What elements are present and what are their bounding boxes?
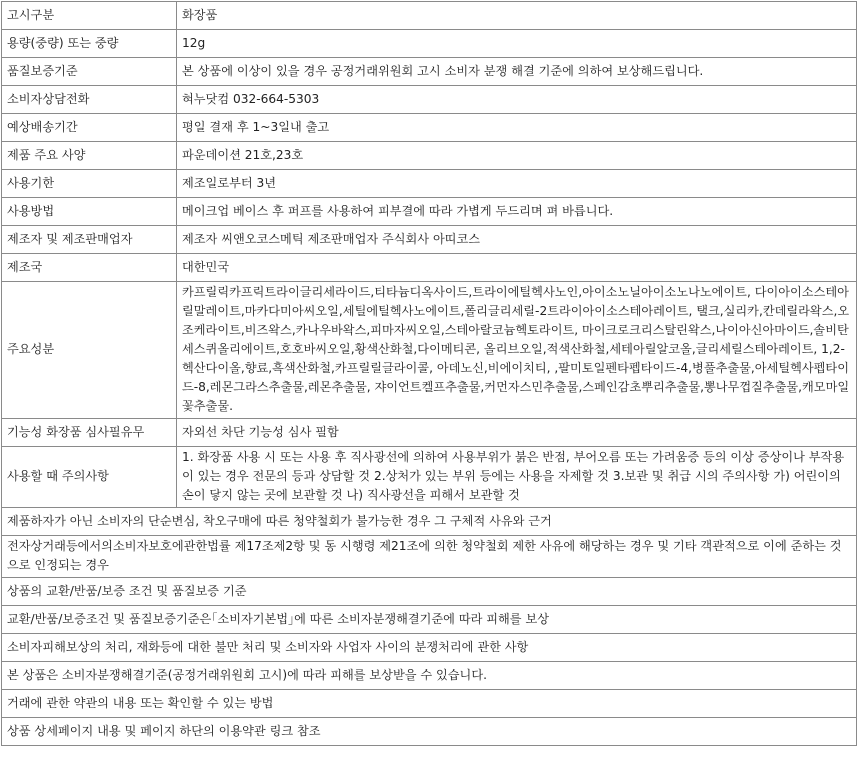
row-value: 화장품 [177,2,857,30]
table-row [2,198,857,226]
notice-text: 제품하자가 아닌 소비자의 단순변심, 착오구매에 따른 청약철회가 불가능한 경우 그 구체적 사유와 근거 [2,508,857,536]
row-label: 기능성 화장품 심사필유무 [2,419,177,447]
table-row [2,447,857,508]
notice-text: 거래에 관한 약관의 내용 또는 확인할 수 있는 방법 [2,690,857,718]
notice-text: 상품 상세페이지 내용 및 페이지 하단의 이용약관 링크 참조 [2,718,857,746]
row-value: 본 상품에 이상이 있을 경우 공정거래위원회 고시 소비자 분쟁 해결 기준에 의하여 보상해드립니다. [177,58,857,86]
row-value: 혀누닷컴 032-664-5303 [177,86,857,114]
notice-row [2,606,857,634]
notice-text: 소비자피해보상의 처리, 재화등에 대한 불만 처리 및 소비자와 사업자 사이의 분쟁처리에 관한 사항 [2,634,857,662]
product-info-table [1,1,857,746]
notice-row [2,718,857,746]
row-label: 제조국 [2,254,177,282]
row-value: 대한민국 [177,254,857,282]
notice-text: 상품의 교환/반품/보증 조건 및 품질보증 기준 [2,578,857,606]
table-row [2,254,857,282]
row-value-cautions: 1. 화장품 사용 시 또는 사용 후 직사광선에 의하여 사용부위가 붉은 반점, 부어오름 또는 가려움증 등의 이상 증상이나 부작용이 있는 경우 전문의 등과 상담할 것 2.상처가 있는 부위 등에는 사용을 자제할 것 3.보관 및 취급 시의 주의사항 가) 어린이의 손이 닿지 않는 곳에 보관할 것 나) 직사광선을 피해서 보관할 것 [177,447,857,508]
notice-text: 전자상거래등에서의소비자보호에관한법률 제17조제2항 및 동 시행령 제21조에 의한 청약철회 제한 사유에 해당하는 경우 및 기타 객관적으로 이에 준하는 것으로 인정되는 경우 [2,536,857,578]
row-value: 평일 결재 후 1~3일내 출고 [177,114,857,142]
table-row [2,226,857,254]
notice-row [2,536,857,578]
table-row [2,282,857,419]
row-label: 품질보증기준 [2,58,177,86]
notice-row [2,662,857,690]
table-row [2,114,857,142]
table-row [2,2,857,30]
table-row [2,86,857,114]
notice-row [2,508,857,536]
row-value: 12g [177,30,857,58]
row-value: 제조일로부터 3년 [177,170,857,198]
notice-row [2,690,857,718]
row-label: 사용기한 [2,170,177,198]
notice-row [2,634,857,662]
row-value-ingredients: 카프릴릭카프릭트라이글리세라이드,티타늄디옥사이드,트라이에틸헥사노인,아이소노닐아이소노나노에이트, 다이아이소스테아릴말레이트,마카다미아씨오일,세틸에틸헥사노에이트,폴리글리세릴-2트라이아이소스테아레이트, 탤크,실리카,칸데릴라왁스,오조케라이트,비즈왁스,카나우바왁스,피마자씨오일,스테아랄코늄헥토라이트, 마이크로크리스탈린왁스,나이아신아마이드,솔비탄세스퀴올리에이트,호호바씨오일,황색산화철,다이메티콘, 올리브오일,적색산화철,세테아릴알코올,글리세릴스테아레이트, 1,2-헥산다이올,향료,흑색산화철,카프릴릴글라이콜, 아데노신,비에이치티, ,팔미토일펜타펩타이드-4,병풀추출물,아세틸헥사펩타이드-8,레몬그라스추출물,레몬추출물, 쟈이언트켈프추출물,커먼자스민추출물,스페인감초뿌리추출물,뽕나무껍질추출물,캐모마일꽃추출물. [177,282,857,419]
row-label: 제품 주요 사양 [2,142,177,170]
row-label: 주요성분 [2,282,177,419]
row-label: 예상배송기간 [2,114,177,142]
table-row [2,170,857,198]
row-value: 파운데이션 21호,23호 [177,142,857,170]
row-value: 제조자 씨앤오코스메틱 제조판매업자 주식회사 아띠코스 [177,226,857,254]
table-row [2,58,857,86]
table-row [2,30,857,58]
table-row [2,419,857,447]
row-label: 용량(중량) 또는 중량 [2,30,177,58]
notice-text: 본 상품은 소비자분쟁해결기준(공정거래위원회 고시)에 따라 피해를 보상받을 수 있습니다. [2,662,857,690]
row-value: 자외선 차단 기능성 심사 필함 [177,419,857,447]
row-label: 고시구분 [2,2,177,30]
row-value: 메이크업 베이스 후 퍼프를 사용하여 피부결에 따라 가볍게 두드리며 펴 바릅니다. [177,198,857,226]
row-label: 사용할 때 주의사항 [2,447,177,508]
table-row [2,142,857,170]
notice-row [2,578,857,606]
notice-text: 교환/반품/보증조건 및 품질보증기준은｢소비자기본법｣에 따른 소비자분쟁해결기준에 따라 피해를 보상 [2,606,857,634]
row-label: 소비자상담전화 [2,86,177,114]
row-label: 제조자 및 제조판매업자 [2,226,177,254]
row-label: 사용방법 [2,198,177,226]
